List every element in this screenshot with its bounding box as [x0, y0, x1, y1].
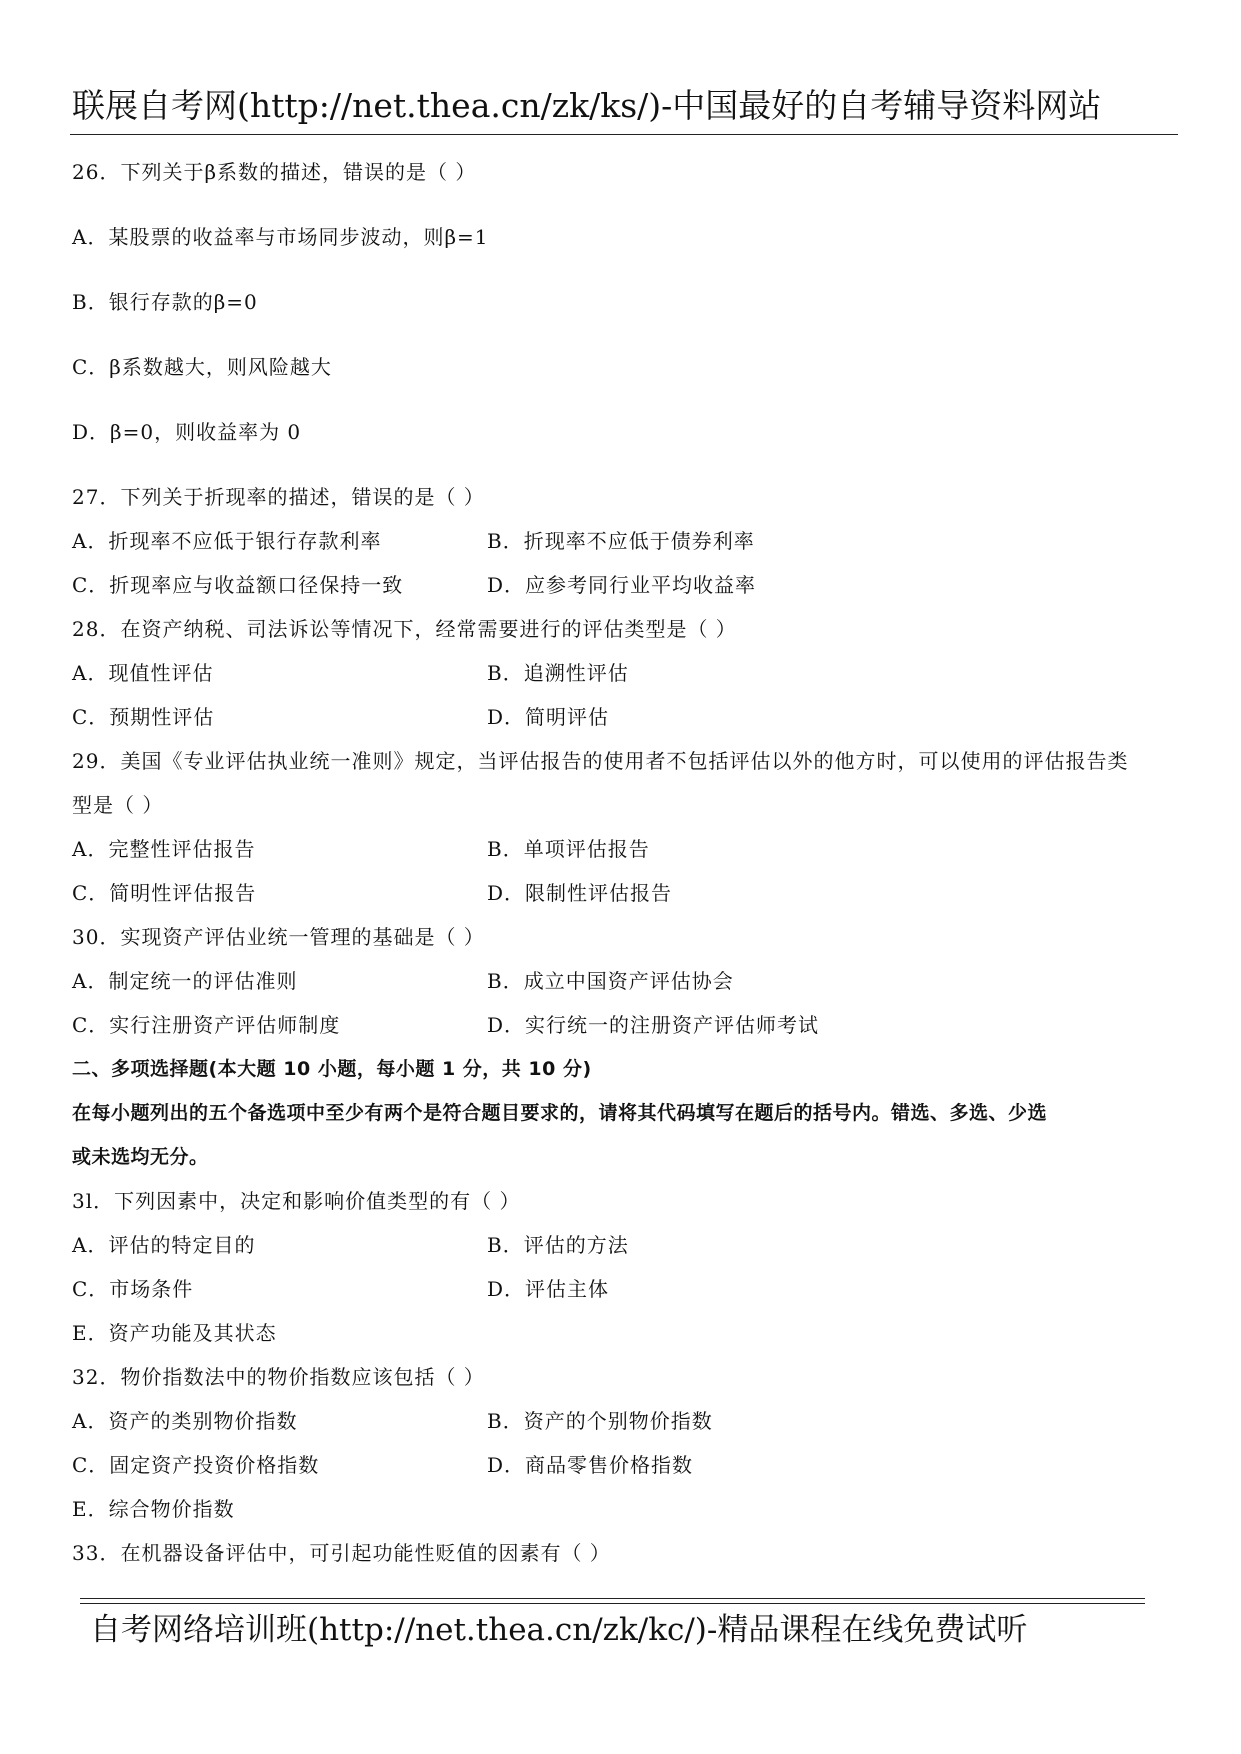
- question-28-options-row-1: [72, 651, 1182, 695]
- question-27-options-row-1: [72, 519, 1182, 563]
- question-30-option-b: B．成立中国资产评估协会: [487, 969, 734, 993]
- question-26-option-b: B．银行存款的β=0: [72, 290, 258, 314]
- question-28-option-d: D．简明评估: [487, 705, 610, 729]
- question-29-stem-line-1: 29．美国《专业评估执业统一准则》规定，当评估报告的使用者不包括评估以外的他方时，可以使用的评估报告类: [72, 749, 1129, 773]
- question-28-stem: 28．在资产纳税、司法诉讼等情况下，经常需要进行的评估类型是（ ）: [72, 617, 737, 641]
- question-31-options-row-2: [72, 1267, 1182, 1311]
- question-31-option-b: B．评估的方法: [487, 1233, 629, 1257]
- question-28-option-a: A．现值性评估: [72, 661, 214, 685]
- question-26-option-c: C．β系数越大，则风险越大: [72, 355, 332, 379]
- question-27-option-a: A．折现率不应低于银行存款利率: [72, 529, 382, 553]
- question-27-option-d: D．应参考同行业平均收益率: [487, 573, 757, 597]
- question-29-options-row-2: [72, 871, 1182, 915]
- question-30-option-a: A．制定统一的评估准则: [72, 969, 298, 993]
- question-32-option-a: A．资产的类别物价指数: [72, 1409, 298, 1433]
- question-27-options-row-2: [72, 563, 1182, 607]
- question-32-option-e: E．综合物价指数: [72, 1497, 235, 1521]
- page-header-title: 联展自考网(http://net.thea.cn/zk/ks/)-中国最好的自考辅导资料网站: [72, 86, 1102, 125]
- page-footer-title: 自考网络培训班(http://net.thea.cn/zk/kc/)-精品课程在线免费试听: [90, 1612, 1028, 1648]
- question-26-stem: 26．下列关于β系数的描述，错误的是（ ）: [72, 160, 477, 184]
- question-30-option-d: D．实行统一的注册资产评估师考试: [487, 1013, 820, 1037]
- question-32-options-row-2: [72, 1443, 1182, 1487]
- section-2-instruction-line-2: 或未选均无分。: [72, 1146, 209, 1168]
- question-31-options-row-1: [72, 1223, 1182, 1267]
- question-32-stem: 32．物价指数法中的物价指数应该包括（ ）: [72, 1365, 485, 1389]
- question-30-stem: 30．实现资产评估业统一管理的基础是（ ）: [72, 925, 485, 949]
- question-30-option-c: C．实行注册资产评估师制度: [72, 1013, 341, 1037]
- question-26-option-a: A．某股票的收益率与市场同步波动，则β=1: [72, 225, 489, 249]
- question-33-stem: 33．在机器设备评估中，可引起功能性贬值的因素有（ ）: [72, 1541, 611, 1565]
- question-30-options-row-1: [72, 959, 1182, 1003]
- header-divider: [70, 134, 1178, 135]
- question-32-option-d: D．商品零售价格指数: [487, 1453, 694, 1477]
- question-27-option-c: C．折现率应与收益额口径保持一致: [72, 573, 404, 597]
- question-29-option-b: B．单项评估报告: [487, 837, 650, 861]
- question-32-options-row-1: [72, 1399, 1182, 1443]
- question-29-options-row-1: [72, 827, 1182, 871]
- question-31-option-c: C．市场条件: [72, 1277, 194, 1301]
- question-31-option-e: E．资产功能及其状态: [72, 1321, 277, 1345]
- question-27-option-b: B．折现率不应低于债券利率: [487, 529, 755, 553]
- section-2-instruction-line-1: 在每小题列出的五个备选项中至少有两个是符合题目要求的，请将其代码填写在题后的括号内。错选、多选、少选: [72, 1102, 1048, 1124]
- question-30-options-row-2: [72, 1003, 1182, 1047]
- question-27-stem: 27．下列关于折现率的描述，错误的是（ ）: [72, 485, 485, 509]
- question-29-stem-line-2: 型是（ ）: [72, 793, 164, 817]
- question-28-option-b: B．追溯性评估: [487, 661, 629, 685]
- question-28-options-row-2: [72, 695, 1182, 739]
- question-32-option-b: B．资产的个别物价指数: [487, 1409, 713, 1433]
- footer-double-divider: [80, 1598, 1145, 1604]
- question-31-stem: 3l．下列因素中，决定和影响价值类型的有（ ）: [72, 1189, 521, 1213]
- question-32-option-c: C．固定资产投资价格指数: [72, 1453, 320, 1477]
- section-2-heading: 二、多项选择题(本大题 10 小题，每小题 1 分，共 10 分): [72, 1058, 592, 1080]
- question-31-option-a: A．评估的特定目的: [72, 1233, 256, 1257]
- question-28-option-c: C．预期性评估: [72, 705, 215, 729]
- question-26-option-d: D．β=0，则收益率为 0: [72, 420, 302, 444]
- question-29-option-d: D．限制性评估报告: [487, 881, 673, 905]
- question-29-option-c: C．简明性评估报告: [72, 881, 257, 905]
- exam-content: [72, 150, 1182, 1575]
- question-31-option-d: D．评估主体: [487, 1277, 610, 1301]
- question-29-option-a: A．完整性评估报告: [72, 837, 256, 861]
